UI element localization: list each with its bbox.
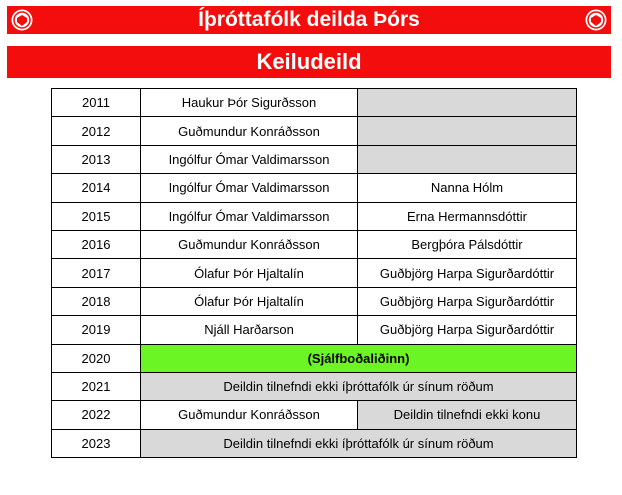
club-crest-icon [11,9,33,31]
table-row [52,145,577,173]
table-row [52,287,577,315]
male-athlete-cell: Ingólfur Ómar Valdimarsson [141,174,358,202]
female-athlete-cell: Nanna Hólm [358,174,577,202]
merged-note-cell: Deildin tilnefndi ekki íþróttafólk úr sínum röðum [141,372,577,400]
merged-note-cell: Deildin tilnefndi ekki íþróttafólk úr sínum röðum [141,429,577,457]
female-athlete-cell: Guðbjörg Harpa Sigurðardóttir [358,259,577,287]
male-athlete-cell: Guðmundur Konráðsson [141,230,358,258]
year-cell: 2022 [52,401,141,429]
table-row [52,174,577,202]
year-cell: 2017 [52,259,141,287]
year-cell: 2018 [52,287,141,315]
male-athlete-cell: Ingólfur Ómar Valdimarsson [141,202,358,230]
table-row [52,230,577,258]
male-athlete-cell: Guðmundur Konráðsson [141,401,358,429]
female-athlete-cell: Bergþóra Pálsdóttir [358,230,577,258]
table-row [52,401,577,429]
year-cell: 2020 [52,344,141,372]
year-cell: 2015 [52,202,141,230]
male-athlete-cell: Njáll Harðarson [141,316,358,344]
athletes-table-body [52,89,577,458]
year-cell: 2014 [52,174,141,202]
section-title-banner [7,46,611,78]
section-title: Keiludeild [256,49,362,74]
female-athlete-cell [358,117,577,145]
table-row [52,202,577,230]
male-athlete-cell: Ólafur Þór Hjaltalín [141,287,358,315]
year-cell: 2023 [52,429,141,457]
table-row [52,117,577,145]
year-cell: 2016 [52,230,141,258]
club-crest-icon [585,9,607,31]
female-athlete-cell: Deildin tilnefndi ekki konu [358,401,577,429]
male-athlete-cell: Guðmundur Konráðsson [141,117,358,145]
table-row [52,429,577,457]
table-row [52,372,577,400]
table-row [52,259,577,287]
table-row [52,344,577,372]
female-athlete-cell: Erna Hermannsdóttir [358,202,577,230]
female-athlete-cell [358,89,577,117]
year-cell: 2019 [52,316,141,344]
table-row [52,89,577,117]
male-athlete-cell: Ingólfur Ómar Valdimarsson [141,145,358,173]
table-row [52,316,577,344]
male-athlete-cell: Haukur Þór Sigurðsson [141,89,358,117]
year-cell: 2012 [52,117,141,145]
female-athlete-cell: Guðbjörg Harpa Sigurðardóttir [358,316,577,344]
merged-note-cell: (Sjálfboðaliðinn) [141,344,577,372]
year-cell: 2013 [52,145,141,173]
page-title-banner [7,6,611,34]
year-cell: 2021 [52,372,141,400]
male-athlete-cell: Ólafur Þór Hjaltalín [141,259,358,287]
female-athlete-cell: Guðbjörg Harpa Sigurðardóttir [358,287,577,315]
athletes-table [51,88,577,458]
female-athlete-cell [358,145,577,173]
year-cell: 2011 [52,89,141,117]
page-title: Íþróttafólk deilda Þórs [198,8,420,31]
